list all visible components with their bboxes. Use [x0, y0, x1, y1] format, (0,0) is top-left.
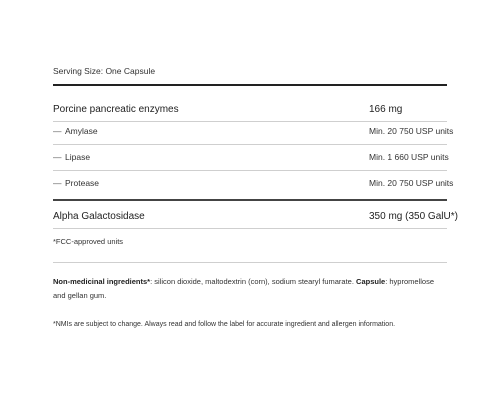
- non-medicinal-ingredients: [53, 275, 447, 303]
- disclaimer: *NMIs are subject to change. Always read and follow the label for accurate ingredient and allergen information.: [53, 321, 396, 328]
- non-medicinal-text: : silicon dioxide, maltodextrin (corn), sodium stearyl fumarate.: [150, 277, 357, 286]
- section-divider: [53, 199, 447, 201]
- row-divider: [53, 144, 447, 145]
- sub-ingredient-dash: —: [53, 152, 62, 162]
- sub-ingredient-dash: —: [53, 126, 62, 136]
- ingredient-name: Alpha Galactosidase: [53, 211, 145, 222]
- notes-divider: [53, 262, 447, 263]
- capsule-label: Capsule: [356, 277, 386, 286]
- fcc-footnote: *FCC-approved units: [53, 237, 124, 246]
- ingredient-row: [53, 178, 454, 192]
- ingredient-name: — Amylase: [53, 126, 98, 136]
- ingredient-row: [53, 126, 454, 140]
- non-medicinal-label: Non-medicinal ingredients*: [53, 277, 151, 286]
- row-divider: [53, 228, 447, 229]
- capsule-text: : hypromellose and gellan gum.: [53, 277, 434, 300]
- header-divider: [53, 84, 447, 86]
- ingredient-name: — Lipase: [53, 152, 91, 162]
- ingredient-row: [53, 152, 447, 166]
- ingredient-name: Porcine pancreatic enzymes: [53, 104, 179, 115]
- ingredient-row: [53, 104, 447, 118]
- ingredient-amount: 350 mg (350 GalU*): [369, 211, 458, 222]
- ingredient-amount: Min. 20 750 USP units: [369, 178, 454, 188]
- row-divider: [53, 121, 447, 122]
- sub-ingredient-dash: —: [53, 178, 62, 188]
- serving-size: Serving Size: One Capsule: [53, 66, 156, 76]
- ingredient-row: [53, 211, 458, 225]
- ingredient-name: — Protease: [53, 178, 100, 188]
- ingredient-amount: Min. 20 750 USP units: [369, 126, 454, 136]
- ingredient-amount: 166 mg: [369, 104, 403, 115]
- ingredient-amount: Min. 1 660 USP units: [369, 152, 449, 162]
- row-divider: [53, 170, 447, 171]
